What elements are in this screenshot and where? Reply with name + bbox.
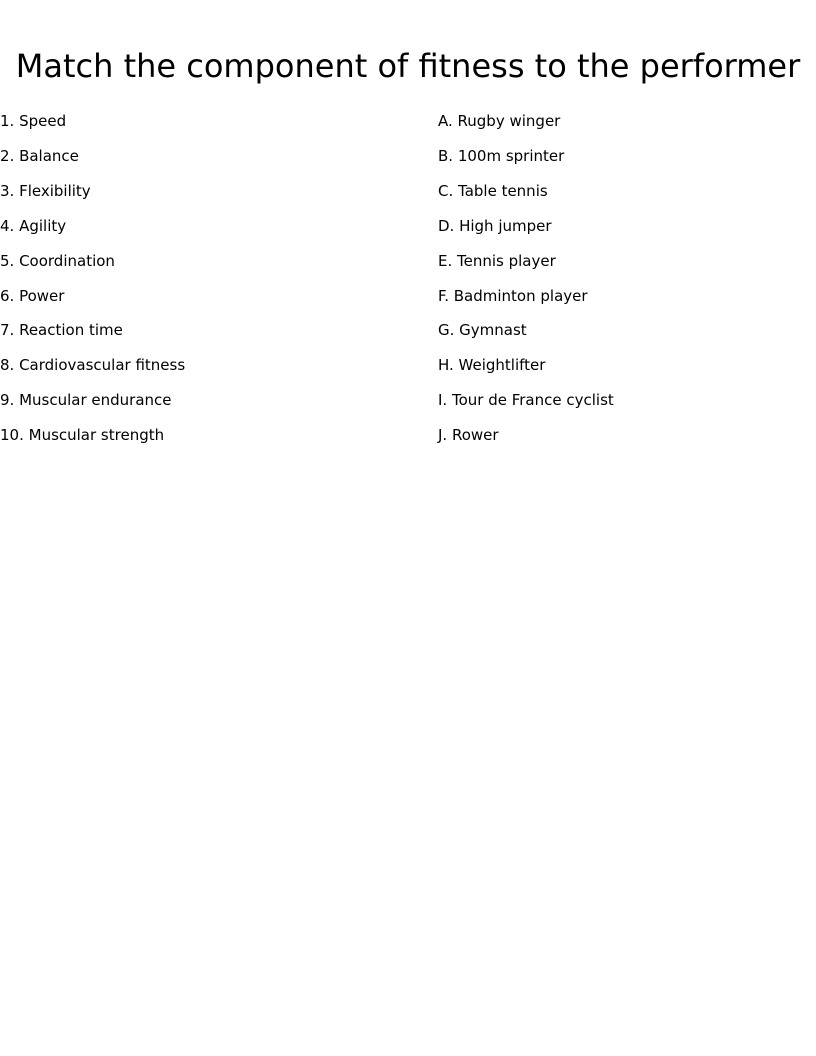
- components-list: [0, 104, 420, 453]
- performer-item: D. High jumper: [438, 216, 552, 235]
- performer-item: B. 100m sprinter: [438, 146, 565, 165]
- component-item: 4. Agility: [0, 216, 67, 235]
- performer-item: J. Rower: [438, 426, 499, 445]
- component-item: 5. Coordination: [0, 251, 115, 270]
- component-item: 3. Flexibility: [0, 181, 91, 200]
- performer-item: I. Tour de France cyclist: [438, 391, 614, 410]
- component-item: 8. Cardiovascular fitness: [0, 356, 186, 375]
- performer-item: H. Weightlifter: [438, 356, 546, 375]
- component-item: 6. Power: [0, 286, 65, 305]
- performer-item: E. Tennis player: [438, 251, 556, 270]
- component-item: 9. Muscular endurance: [0, 391, 172, 410]
- performers-list: [438, 104, 808, 453]
- component-item: 1. Speed: [0, 112, 67, 130]
- component-item: 10. Muscular strength: [0, 426, 165, 445]
- performer-item: A. Rugby winger: [438, 112, 561, 130]
- component-item: 7. Reaction time: [0, 321, 123, 340]
- performer-item: G. Gymnast: [438, 321, 527, 340]
- component-item: 2. Balance: [0, 146, 79, 165]
- page-title: Match the component of fitness to the performer: [15, 47, 801, 85]
- performer-item: C. Table tennis: [438, 181, 548, 200]
- performer-item: F. Badminton player: [438, 286, 588, 305]
